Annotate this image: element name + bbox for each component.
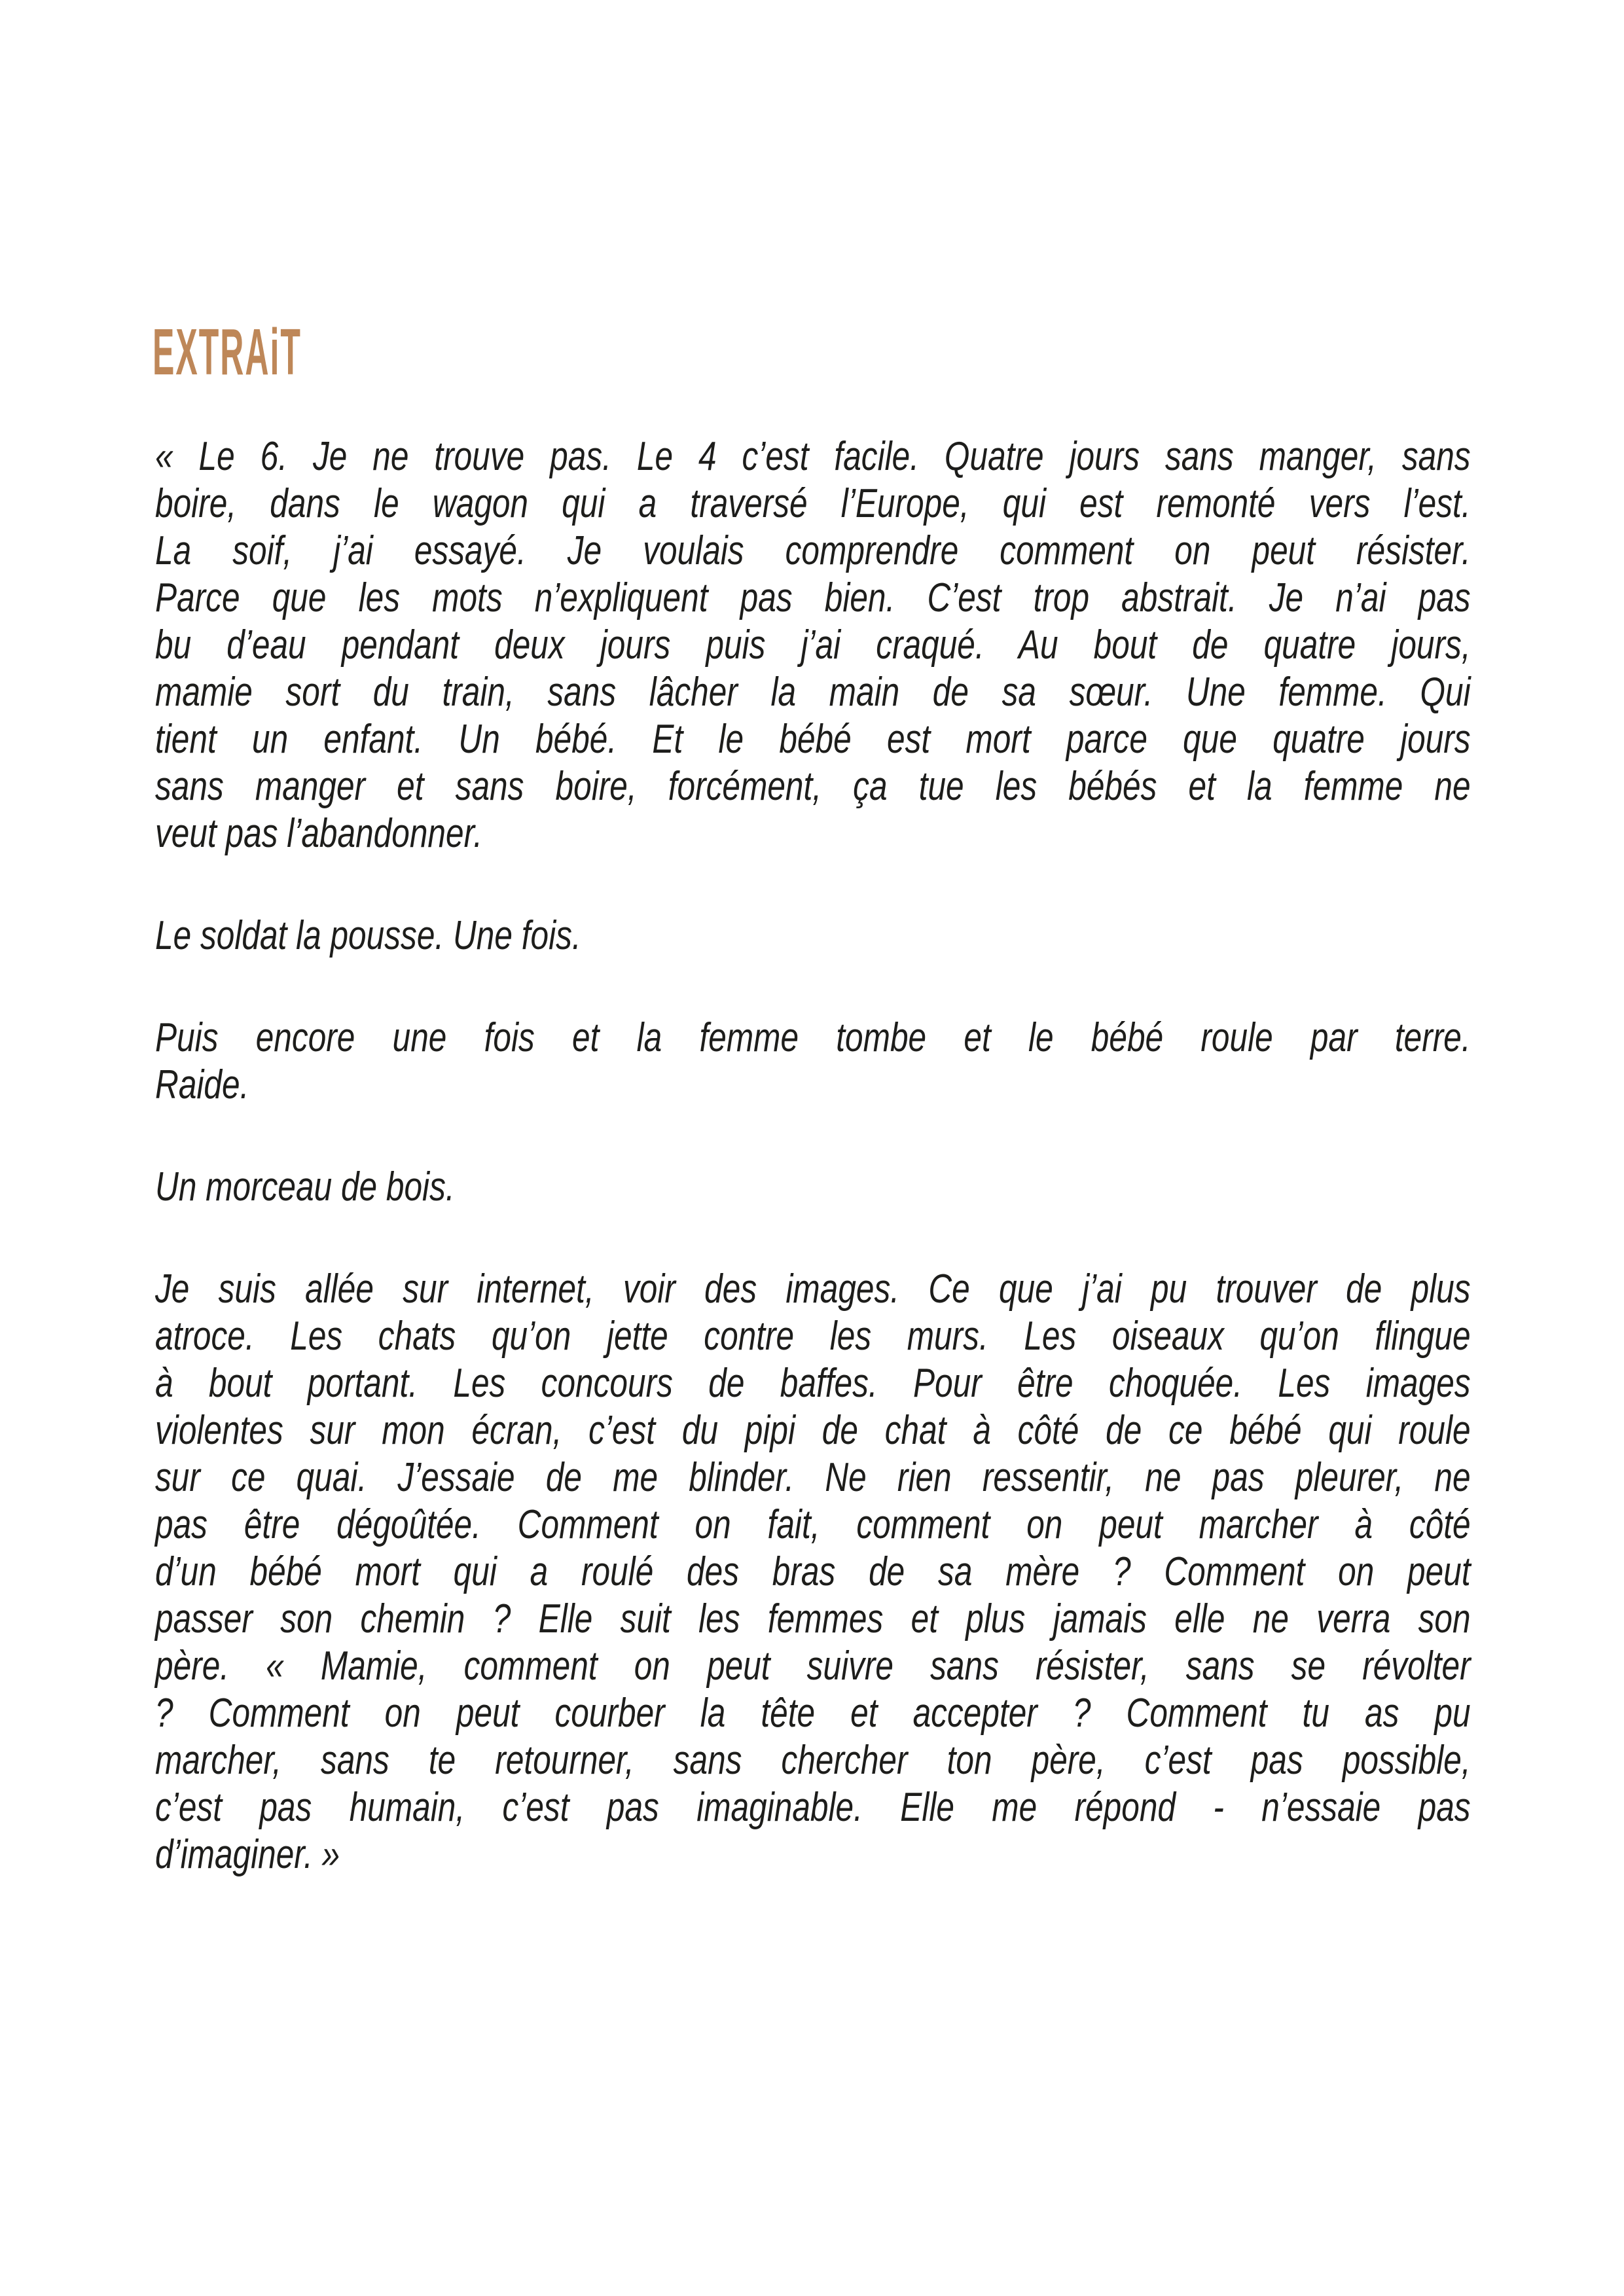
text-line: à bout portant. Les concours de baffes. Pour être choquée. Les images: [155, 1361, 1471, 1406]
paragraph: [155, 1266, 1471, 1878]
text-line: atroce. Les chats qu’on jette contre les murs. Les oiseaux qu’on flingue: [155, 1314, 1471, 1359]
text-line: sans manger et sans boire, forcément, ça tue les bébés et la femme ne: [155, 764, 1471, 809]
text-line: marcher, sans te retourner, sans chercher ton père, c’est pas possible,: [155, 1738, 1471, 1783]
extract-body: [155, 433, 1471, 1878]
paragraph: [155, 1164, 1471, 1211]
text-line: violentes sur mon écran, c’est du pipi de chat à côté de ce bébé qui roule: [155, 1408, 1471, 1453]
paragraph: [155, 1014, 1471, 1109]
text-line: mamie sort du train, sans lâcher la main de sa sœur. Une femme. Qui: [155, 670, 1471, 715]
text-line: « Le 6. Je ne trouve pas. Le 4 c’est facile. Quatre jours sans manger, sans: [155, 434, 1471, 479]
text-line: d’un bébé mort qui a roulé des bras de sa mère ? Comment on peut: [155, 1549, 1471, 1594]
text-line: passer son chemin ? Elle suit les femmes et plus jamais elle ne verra son: [155, 1596, 1471, 1641]
text-line: La soif, j’ai essayé. Je voulais comprendre comment on peut résister.: [155, 528, 1471, 573]
text-line: Le soldat la pousse. Une fois.: [155, 913, 581, 958]
text-line: bu d’eau pendant deux jours puis j’ai craqué. Au bout de quatre jours,: [155, 622, 1471, 668]
text-line: père. « Mamie, comment on peut suivre sans résister, sans se révolter: [155, 1643, 1471, 1689]
paragraph: [155, 912, 1471, 960]
text-line: veut pas l’abandonner.: [155, 811, 483, 856]
paragraph: [155, 433, 1471, 857]
text-line: Je suis allée sur internet, voir des images. Ce que j’ai pu trouver de plus: [155, 1266, 1471, 1312]
text-line: d’imaginer. »: [155, 1832, 340, 1877]
text-line: tient un enfant. Un bébé. Et le bébé est mort parce que quatre jours: [155, 717, 1471, 762]
text-line: c’est pas humain, c’est pas imaginable. Elle me répond - n’essaie pas: [155, 1785, 1471, 1830]
text-line: boire, dans le wagon qui a traversé l’Europe, qui est remonté vers l’est.: [155, 481, 1471, 526]
text-line: pas être dégoûtée. Comment on fait, comment on peut marcher à côté: [155, 1502, 1471, 1547]
text-line: ? Comment on peut courber la tête et accepter ? Comment tu as pu: [155, 1691, 1471, 1736]
document-page: [0, 315, 1624, 2296]
text-line: Puis encore une fois et la femme tombe et le bébé roule par terre.: [155, 1015, 1471, 1060]
text-line: sur ce quai. J’essaie de me blinder. Ne rien ressentir, ne pas pleurer, ne: [155, 1455, 1471, 1500]
text-line: Parce que les mots n’expliquent pas bien. C’est trop abstrait. Je n’ai pas: [155, 575, 1471, 620]
page-title: EXTRAiT: [153, 315, 302, 389]
text-line: Un morceau de bois.: [155, 1164, 455, 1210]
text-line: Raide.: [155, 1062, 249, 1107]
